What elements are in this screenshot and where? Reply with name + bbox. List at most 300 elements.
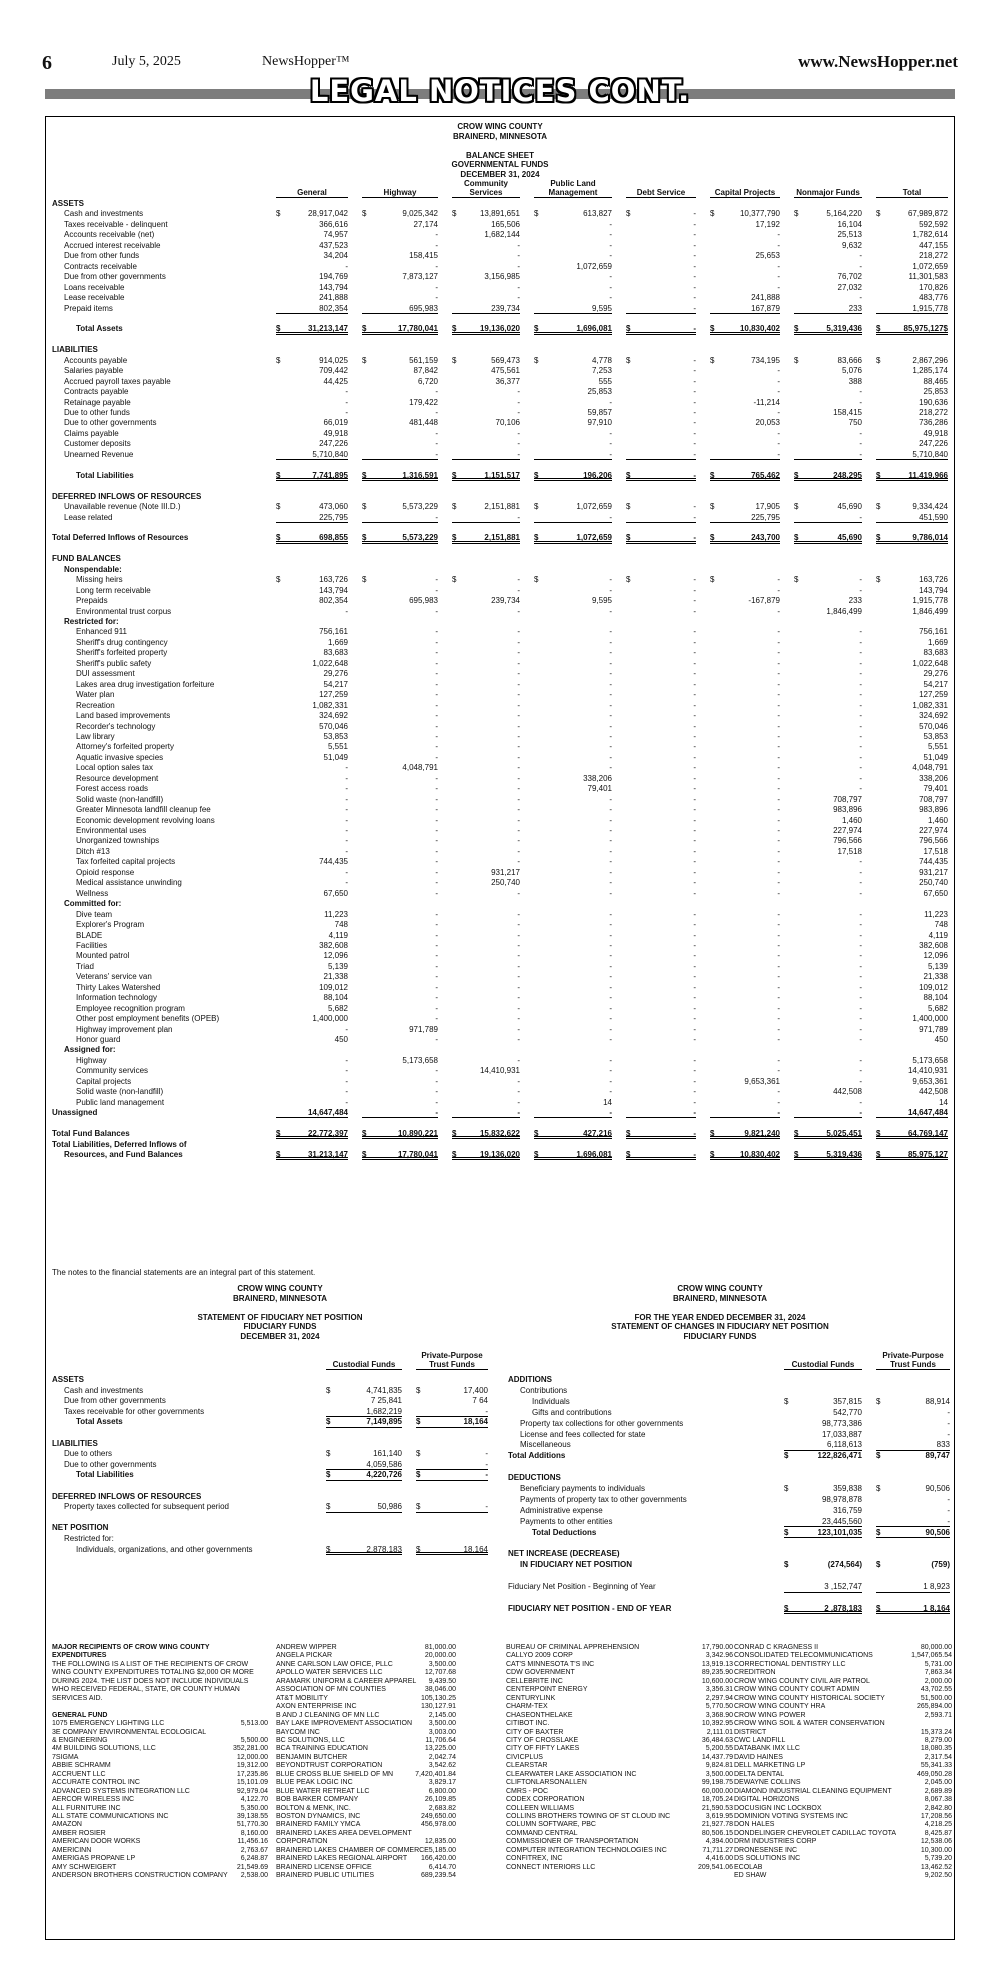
value-cell	[876, 586, 948, 596]
cell-value: 90,506	[925, 1527, 950, 1537]
value-cell	[362, 502, 438, 512]
cell-value: -	[517, 1035, 520, 1044]
cell-value: 89,747	[925, 1451, 950, 1461]
dollar-sign: $	[452, 324, 457, 334]
vendor-amount: 5,350.00	[240, 1804, 268, 1812]
vendor-name: BOB BARKER COMPANY	[276, 1796, 359, 1804]
vendor-row	[276, 1788, 456, 1796]
value-cell	[626, 1087, 696, 1097]
vendor-name: BOLTON & MENK, INC.	[276, 1804, 351, 1812]
value-cell	[876, 878, 948, 888]
cell-value: 76,702	[837, 272, 862, 282]
cell-value: 1,846,499	[826, 606, 862, 616]
value-cell	[326, 1386, 402, 1397]
value-cell	[452, 1035, 520, 1045]
dollar-sign: $	[416, 1417, 421, 1427]
cell-value: -	[777, 773, 780, 783]
value-cell	[276, 816, 348, 826]
cell-value: -	[777, 993, 780, 1003]
row-label: Assigned for:	[64, 1045, 116, 1055]
dollar-sign: $	[416, 1502, 421, 1512]
cell-value: -	[517, 428, 520, 438]
vendor-amount: 5,731.00	[924, 1660, 952, 1668]
vendor-amount: 469,050.28	[916, 1770, 952, 1778]
value-cell	[534, 533, 612, 543]
value-cell	[794, 648, 862, 658]
vendor-row	[52, 1703, 268, 1711]
table-row	[52, 1004, 952, 1014]
table-row	[52, 993, 952, 1003]
value-cell	[626, 324, 696, 334]
vendor-name: CHASEONTHELAKE	[506, 1711, 573, 1719]
vendor-name: DOMINION VOTING SYSTEMS INC	[734, 1813, 848, 1820]
cell-value: -	[693, 1149, 696, 1159]
vendor-row	[734, 1855, 952, 1863]
value-cell	[452, 272, 520, 282]
cell-value: -	[777, 826, 780, 835]
row-label: Water plan	[76, 690, 115, 700]
vendor-name: DELL MARKETING LP	[734, 1762, 806, 1770]
vendor-amount: 81,000.00	[424, 1644, 456, 1651]
vendor-amount: 5,200.55	[705, 1745, 733, 1753]
cell-value: -	[859, 878, 862, 888]
value-cell	[794, 951, 862, 961]
cell-value: 85,975,127$	[903, 324, 948, 334]
cell-value: 542,770	[833, 1407, 862, 1417]
row-label: Taxes receivable - delinquent	[64, 219, 168, 229]
cell-value: -	[859, 658, 862, 668]
vendor-name: ANNE CARLSON LAW OFICE, PLLC	[276, 1660, 393, 1668]
vendor-row	[52, 1678, 268, 1686]
table-row	[52, 753, 952, 763]
vendor-row	[734, 1686, 952, 1694]
dollar-sign: $	[416, 1544, 421, 1554]
cell-value: -	[517, 690, 520, 700]
value-cell	[710, 648, 780, 658]
cell-value: -	[777, 972, 780, 982]
vendor-amount: 5,185.00	[428, 1846, 456, 1854]
row-label: Greater Minnesota landfill cleanup fee	[76, 805, 211, 815]
value-cell	[362, 962, 438, 972]
value-cell	[710, 868, 780, 878]
cell-value: -	[693, 1097, 696, 1107]
vendor-row	[506, 1830, 733, 1838]
value-cell	[362, 230, 438, 240]
value-cell	[626, 377, 696, 387]
cell-value: -	[435, 961, 438, 971]
value-cell	[626, 1056, 696, 1066]
cell-value: -	[517, 940, 520, 950]
cell-value: 13,891,651	[479, 209, 520, 219]
table-row	[52, 398, 952, 408]
cell-value: -	[693, 219, 696, 229]
value-cell	[876, 366, 948, 376]
value-cell	[876, 241, 948, 251]
value-cell	[452, 627, 520, 637]
vendor-amount: 9,202.50	[924, 1872, 952, 1880]
cell-value: 14,410,931	[479, 1066, 520, 1076]
cell-value: -	[777, 240, 780, 250]
value-cell	[876, 398, 948, 408]
cell-value: -	[777, 857, 780, 867]
table-row	[52, 1460, 497, 1471]
cell-value: -	[693, 502, 696, 512]
cell-value: 158,415	[409, 251, 438, 261]
value-cell	[626, 418, 696, 428]
cell-value: -	[693, 627, 696, 637]
cell-value: -	[517, 669, 520, 679]
cell-value: 10,890,221	[397, 1129, 438, 1139]
cell-value: -	[435, 972, 438, 982]
value-cell	[626, 366, 696, 376]
vendor-row	[276, 1805, 456, 1813]
vendor-amount: 3,003.00	[428, 1728, 456, 1736]
cell-value: 9,653,361	[744, 1076, 780, 1086]
cell-value: -	[517, 961, 520, 971]
cell-value: 914,025	[319, 355, 348, 365]
value-cell	[710, 1129, 780, 1139]
vendor-row	[734, 1720, 952, 1728]
row-label: Cash and investments	[64, 1385, 144, 1395]
vendor-name: AMERIGAS PROPANE LP	[52, 1855, 136, 1863]
heading-text: MAJOR RECIPIENTS OF CROW WING COUNTY	[52, 1644, 210, 1651]
cell-value: 2,867,296	[912, 355, 948, 365]
cell-value: -	[693, 731, 696, 741]
cell-value: -	[609, 878, 612, 888]
value-cell	[794, 209, 862, 219]
value-cell	[626, 471, 696, 481]
vendor-amount: 10,300.00	[920, 1846, 952, 1854]
value-cell	[276, 1129, 348, 1139]
cell-value: 36,377	[495, 376, 520, 386]
value-cell	[784, 1604, 862, 1615]
value-cell	[710, 324, 780, 334]
cell-value: -	[693, 261, 696, 271]
row-label: Missing heirs	[76, 575, 123, 585]
dollar-sign: $	[794, 470, 799, 480]
value-cell	[276, 638, 348, 648]
value-cell	[710, 418, 780, 428]
dollar-sign: $	[794, 209, 799, 219]
vendor-row	[506, 1762, 733, 1770]
cell-value: 382,608	[919, 940, 948, 950]
cell-value: -	[947, 1407, 950, 1417]
cell-value: -	[435, 951, 438, 961]
cell-value: -	[609, 272, 612, 282]
cell-value: -	[693, 867, 696, 877]
dollar-sign: $	[876, 470, 881, 480]
value-cell	[534, 826, 612, 836]
vendor-name: CLIFTONLARSONALLEN	[506, 1779, 587, 1787]
value-cell	[452, 586, 520, 596]
cell-value: 14,647,484	[907, 1108, 948, 1118]
value-cell	[362, 241, 438, 251]
vendor-row	[276, 1737, 456, 1745]
cell-value: 736,286	[919, 418, 948, 428]
vendor-row	[506, 1788, 733, 1796]
cell-value: -	[609, 439, 612, 449]
dollar-sign: $	[876, 1129, 881, 1139]
vendor-amount: 3,829.17	[428, 1779, 456, 1787]
vendor-name: CIVICPLUS	[506, 1753, 543, 1761]
cell-value: -	[693, 387, 696, 397]
table-row	[52, 450, 952, 460]
value-cell	[876, 418, 948, 428]
value-cell	[362, 439, 438, 449]
table-row	[52, 199, 952, 209]
value-cell	[276, 805, 348, 815]
table-row	[52, 816, 952, 826]
cell-value: -	[777, 909, 780, 919]
value-cell	[710, 742, 780, 752]
value-cell	[362, 836, 438, 846]
value-cell	[326, 1460, 402, 1471]
value-cell	[362, 627, 438, 637]
value-cell	[794, 293, 862, 303]
cell-value: -	[517, 982, 520, 992]
cell-value: 7,741,895	[312, 470, 348, 480]
cell-value: 179,422	[409, 397, 438, 407]
row-label: Administrative expense	[520, 1505, 603, 1515]
value-cell	[362, 795, 438, 805]
value-cell	[276, 220, 348, 230]
value-cell	[794, 418, 862, 428]
cell-value: -	[435, 230, 438, 240]
dollar-sign: $	[876, 1484, 881, 1493]
cell-value: -	[517, 449, 520, 459]
cell-value: -	[609, 1055, 612, 1065]
row-label: Solid waste (non-landfill)	[76, 1087, 164, 1097]
cell-value: -	[517, 261, 520, 271]
value-cell	[794, 680, 862, 690]
vendor-amount: 130,127.91	[420, 1703, 456, 1711]
cell-value: -	[777, 794, 780, 804]
vendor-row	[52, 1788, 268, 1796]
value-cell	[794, 607, 862, 617]
cell-value: 25,853	[923, 387, 948, 397]
value-cell	[362, 638, 438, 648]
cell-value: -	[345, 836, 348, 846]
cell-value: -	[859, 773, 862, 783]
cell-value: 243,700	[751, 533, 780, 543]
value-cell	[534, 471, 612, 481]
cell-value: -	[435, 293, 438, 303]
fiduciary-net-position-heading	[130, 1284, 430, 1341]
heading-line	[350, 141, 650, 151]
cell-value: 31,213,147	[307, 324, 348, 334]
value-cell	[452, 1004, 520, 1014]
vendor-amount: 43,702.55	[920, 1686, 952, 1694]
cell-value: 9,786,014	[912, 533, 948, 543]
cell-value: 233	[848, 303, 862, 313]
cell-value: -	[517, 585, 520, 595]
value-cell	[876, 1495, 950, 1506]
value-cell	[276, 889, 348, 899]
row-label: Resource development	[76, 773, 159, 783]
vendor-row	[734, 1864, 952, 1872]
dollar-sign: $	[452, 502, 457, 512]
table-row	[52, 230, 952, 240]
value-cell	[276, 209, 348, 219]
value-cell	[416, 1545, 488, 1556]
table-row	[52, 774, 952, 784]
cell-value: 324,692	[919, 711, 948, 721]
value-cell	[876, 836, 948, 846]
table-row	[52, 805, 952, 815]
vendor-row	[52, 1762, 268, 1770]
cell-value: -	[609, 857, 612, 867]
table-row	[52, 1375, 497, 1386]
vendor-name: BEYONDTRUST CORPORATION	[276, 1762, 383, 1770]
cell-value: 7,873,127	[402, 272, 438, 282]
dollar-sign: $	[534, 502, 539, 512]
row-label: DUI assessment	[76, 669, 135, 679]
cell-value: -	[777, 846, 780, 856]
vendor-amount: 18,705.24	[701, 1796, 733, 1804]
value-cell	[876, 1014, 948, 1024]
value-cell	[876, 1582, 950, 1593]
column-header: Private-Purpose Trust Funds	[876, 1350, 950, 1370]
dollar-sign: $	[710, 1149, 715, 1159]
dollar-sign: $	[452, 1129, 457, 1139]
value-cell	[276, 826, 348, 836]
value-cell	[626, 1150, 696, 1160]
cell-value: -	[693, 596, 696, 606]
cell-value: -	[693, 1035, 696, 1044]
vendor-amount: 21,549.69	[236, 1863, 268, 1871]
value-cell	[452, 304, 520, 314]
vendor-amount: 265,894.00	[916, 1703, 952, 1711]
table-row	[52, 429, 952, 439]
cell-value: -	[693, 836, 696, 846]
vendor-amount: 14,437.79	[701, 1753, 733, 1761]
vendor-amount: 12,538.06	[920, 1838, 952, 1846]
cell-value: -	[777, 1014, 780, 1024]
publication-url[interactable]: www.NewsHopper.net	[798, 52, 958, 71]
cell-value: -	[609, 1108, 612, 1118]
value-cell	[452, 209, 520, 219]
value-cell	[452, 429, 520, 439]
cell-value: -	[777, 930, 780, 940]
vendor-name: BRAINERD PUBLIC UTILITIES	[276, 1872, 375, 1880]
cell-value: 3 ,152,747	[824, 1582, 862, 1592]
cell-value: 14	[939, 1097, 948, 1107]
vendor-row	[276, 1830, 456, 1838]
value-cell	[276, 1035, 348, 1045]
value-cell	[794, 795, 862, 805]
value-cell	[876, 1440, 950, 1451]
value-cell	[710, 356, 780, 366]
value-cell	[452, 638, 520, 648]
value-cell	[710, 962, 780, 972]
vendor-name: CDW GOVERNMENT	[506, 1669, 575, 1677]
value-cell	[876, 1430, 950, 1441]
spacer-row	[508, 1593, 952, 1604]
vendor-name: CITY OF CROSSLAKE	[506, 1736, 579, 1744]
cell-value: -	[435, 1087, 438, 1097]
vendor-amount: 352,281.00	[232, 1745, 268, 1753]
cell-value: -	[693, 888, 696, 898]
value-cell	[276, 262, 348, 272]
cell-value: 14,647,484	[307, 1108, 348, 1118]
cell-value: 1,022,648	[312, 658, 348, 668]
cell-value: -	[859, 439, 862, 449]
row-label: Property taxes collected for subsequent period	[64, 1502, 229, 1512]
cell-value: -	[693, 752, 696, 762]
value-cell	[362, 826, 438, 836]
value-cell	[794, 513, 862, 523]
cell-value: -	[859, 637, 862, 647]
vendor-row	[276, 1813, 456, 1821]
cell-value: 27,032	[837, 282, 862, 292]
value-cell	[452, 1056, 520, 1066]
dollar-sign: $	[876, 1560, 881, 1570]
value-cell	[710, 387, 780, 397]
value-cell	[534, 805, 612, 815]
row-label: Economic development revolving loans	[76, 815, 215, 825]
vendor-amount: 7,420,401.84	[415, 1770, 456, 1778]
row-label: Individuals, organizations, and other governments	[76, 1544, 253, 1554]
cell-value: 127,259	[319, 690, 348, 700]
value-cell	[626, 826, 696, 836]
heading-line	[570, 1303, 870, 1313]
value-cell	[794, 230, 862, 240]
vendor-row	[276, 1754, 456, 1762]
cell-value: -	[693, 982, 696, 992]
table-row	[52, 680, 952, 690]
vendor-row	[734, 1847, 952, 1855]
row-label: Due from other funds	[64, 251, 140, 261]
vendor-row	[276, 1771, 456, 1779]
cell-value: 5,025,451	[826, 1129, 862, 1139]
dollar-sign: $	[876, 324, 881, 334]
value-cell	[362, 1150, 438, 1160]
value-cell	[276, 836, 348, 846]
row-label: Attorney's forfeited property	[76, 742, 175, 752]
value-cell	[626, 993, 696, 1003]
table-row	[508, 1582, 952, 1593]
cell-value: 14	[603, 1097, 612, 1107]
value-cell	[534, 742, 612, 752]
vendor-amount: 55,341.33	[920, 1762, 952, 1770]
cell-value: -	[693, 658, 696, 668]
cell-value: 1,915,778	[912, 303, 948, 313]
value-cell	[276, 502, 348, 512]
vendor-amount: 6,800.00	[428, 1787, 456, 1795]
cell-value: 122,826,471	[817, 1451, 862, 1461]
value-cell	[784, 1430, 862, 1441]
cell-value: -	[517, 627, 520, 637]
value-cell	[276, 951, 348, 961]
value-cell	[452, 1025, 520, 1035]
cell-value: -	[777, 575, 780, 585]
cell-value: -	[859, 888, 862, 898]
cell-value: -	[517, 721, 520, 731]
value-cell	[362, 356, 438, 366]
value-cell	[276, 920, 348, 930]
row-label: ADDITIONS	[508, 1375, 552, 1384]
value-cell	[710, 763, 780, 773]
cell-value: -	[517, 408, 520, 417]
vendor-amount: 2,763.67	[240, 1846, 268, 1854]
table-row	[52, 742, 952, 752]
cell-value: 143,794	[319, 282, 348, 292]
value-cell	[534, 701, 612, 711]
cell-value: -	[693, 397, 696, 407]
cell-value: 708,797	[919, 794, 948, 804]
value-cell	[794, 304, 862, 314]
cell-value: -	[435, 1066, 438, 1076]
